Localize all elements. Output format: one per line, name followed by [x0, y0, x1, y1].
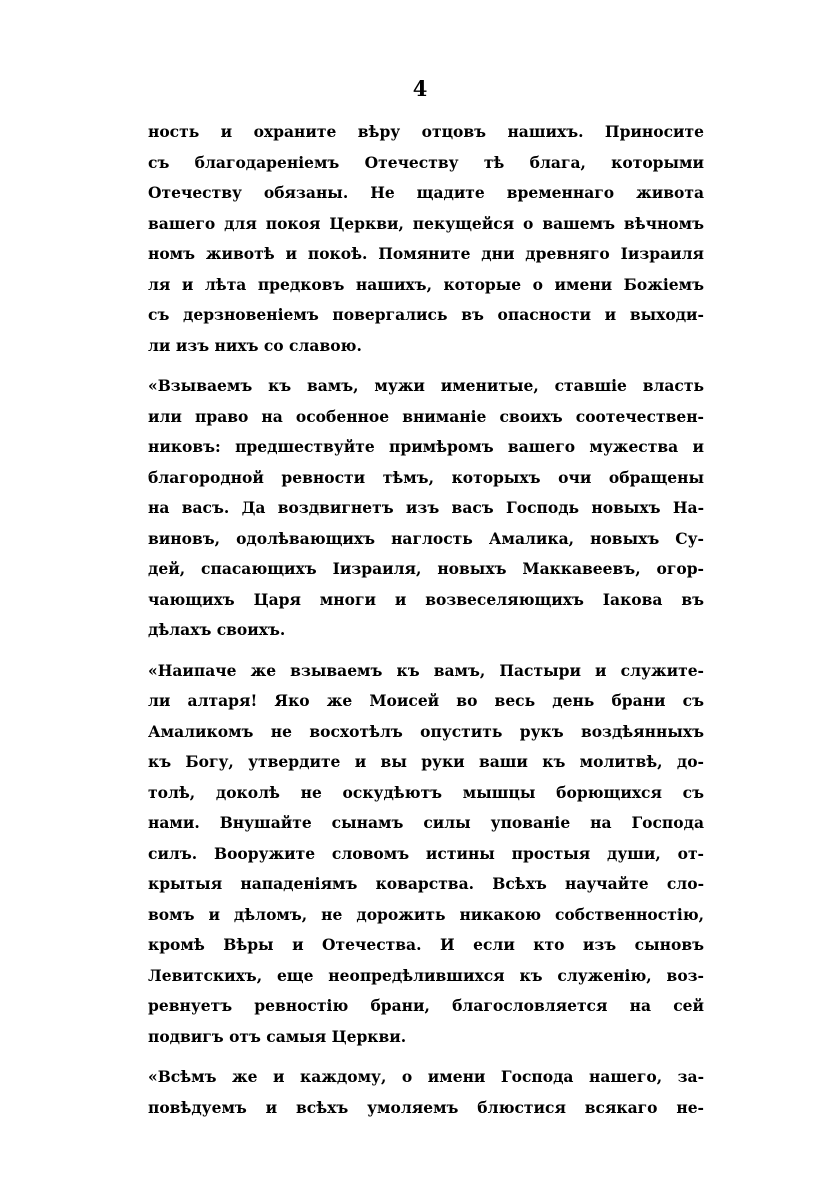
text-line: кромѣ Вѣры и Отечества. И если кто изъ сыновъ	[148, 935, 704, 954]
text-line: ли алтаря! Яко же Моисей во весь день брани съ	[148, 691, 704, 710]
text-line: номъ животѣ и покоѣ. Помяните дни древняго Iизраиля	[148, 244, 704, 263]
paragraph	[148, 117, 704, 361]
text-line: благородной ревности тѣмъ, которыхъ очи обращены	[148, 467, 704, 487]
text-line: толѣ, доколѣ не оскудѣютъ мышцы борющихся съ	[148, 782, 704, 802]
text-line: Отечеству обязаны. Не щадите временнаго живота	[148, 183, 704, 202]
page-number: 4	[412, 76, 428, 101]
text-line: повѣдуемъ и всѣхъ умоляемъ блюстися всякаго не-	[148, 1097, 704, 1117]
text-line: «Наипаче же взываемъ къ вамъ, Пастыри и служите-	[148, 660, 704, 680]
text-line: «Взываемъ къ вамъ, мужи именитые, ставшiе власть	[148, 376, 704, 395]
text-line: ли изъ нихъ со славою.	[148, 335, 362, 355]
text-line: вашего для покоя Церкви, пекущейся о вашемъ вѣчномъ	[148, 213, 704, 233]
paragraph	[148, 371, 704, 646]
text-line: вомъ и дѣломъ, не дорожить никакою собственностiю,	[148, 904, 704, 924]
text-line: ля и лѣта предковъ нашихъ, которые о имени Божiемъ	[148, 274, 704, 294]
text-line: крытыя нападенiямъ коварства. Всѣхъ научайте сло-	[148, 874, 704, 893]
text-line: дей, спасающихъ Iизраиля, новыхъ Маккавеевъ, огор-	[148, 559, 704, 578]
text-line: виновъ, одолѣвающихъ наглость Амалика, новыхъ Су-	[148, 528, 704, 548]
text-line: силъ. Вооружите словомъ истины простыя души, от-	[148, 843, 704, 863]
paragraph	[148, 1062, 704, 1123]
text-line: Левитскихъ, еще неопредѣлившихся къ служенiю, воз-	[148, 965, 704, 985]
text-line: къ Богу, утвердите и вы руки ваши къ молитвѣ, до-	[148, 752, 704, 771]
paragraph	[148, 656, 704, 1053]
text-line: нами. Внушайте сынамъ силы упованiе на Господа	[148, 813, 704, 832]
text-line: Амаликомъ не восхотѣлъ опустить рукъ воздѣянныхъ	[148, 721, 704, 741]
text-line: «Всѣмъ же и каждому, о имени Господа нашего, за-	[148, 1067, 704, 1086]
text-line: подвигъ отъ самыя Церкви.	[148, 1026, 407, 1046]
body-text	[148, 117, 704, 1123]
text-line: съ благодаренiемъ Отечеству тѣ блага, которыми	[148, 152, 704, 172]
text-line: ность и охраните вѣру отцовъ нашихъ. Приносите	[148, 122, 704, 141]
text-line: или право на особенное вниманiе своихъ соотечествен-	[148, 406, 704, 426]
text-line: на васъ. Да воздвигнетъ изъ васъ Господь новыхъ На-	[148, 498, 704, 517]
text-line: ревнуетъ ревностiю брани, благословляется на сей	[148, 996, 704, 1015]
text-line: дѣлахъ своихъ.	[148, 620, 286, 639]
text-line: никовъ: предшествуйте примѣромъ вашего мужества и	[148, 437, 704, 456]
text-line: съ дерзновенiемъ повергались въ опасности и выходи-	[148, 305, 704, 324]
text-line: чающихъ Царя многи и возвеселяющихъ Iакова въ	[148, 589, 704, 609]
